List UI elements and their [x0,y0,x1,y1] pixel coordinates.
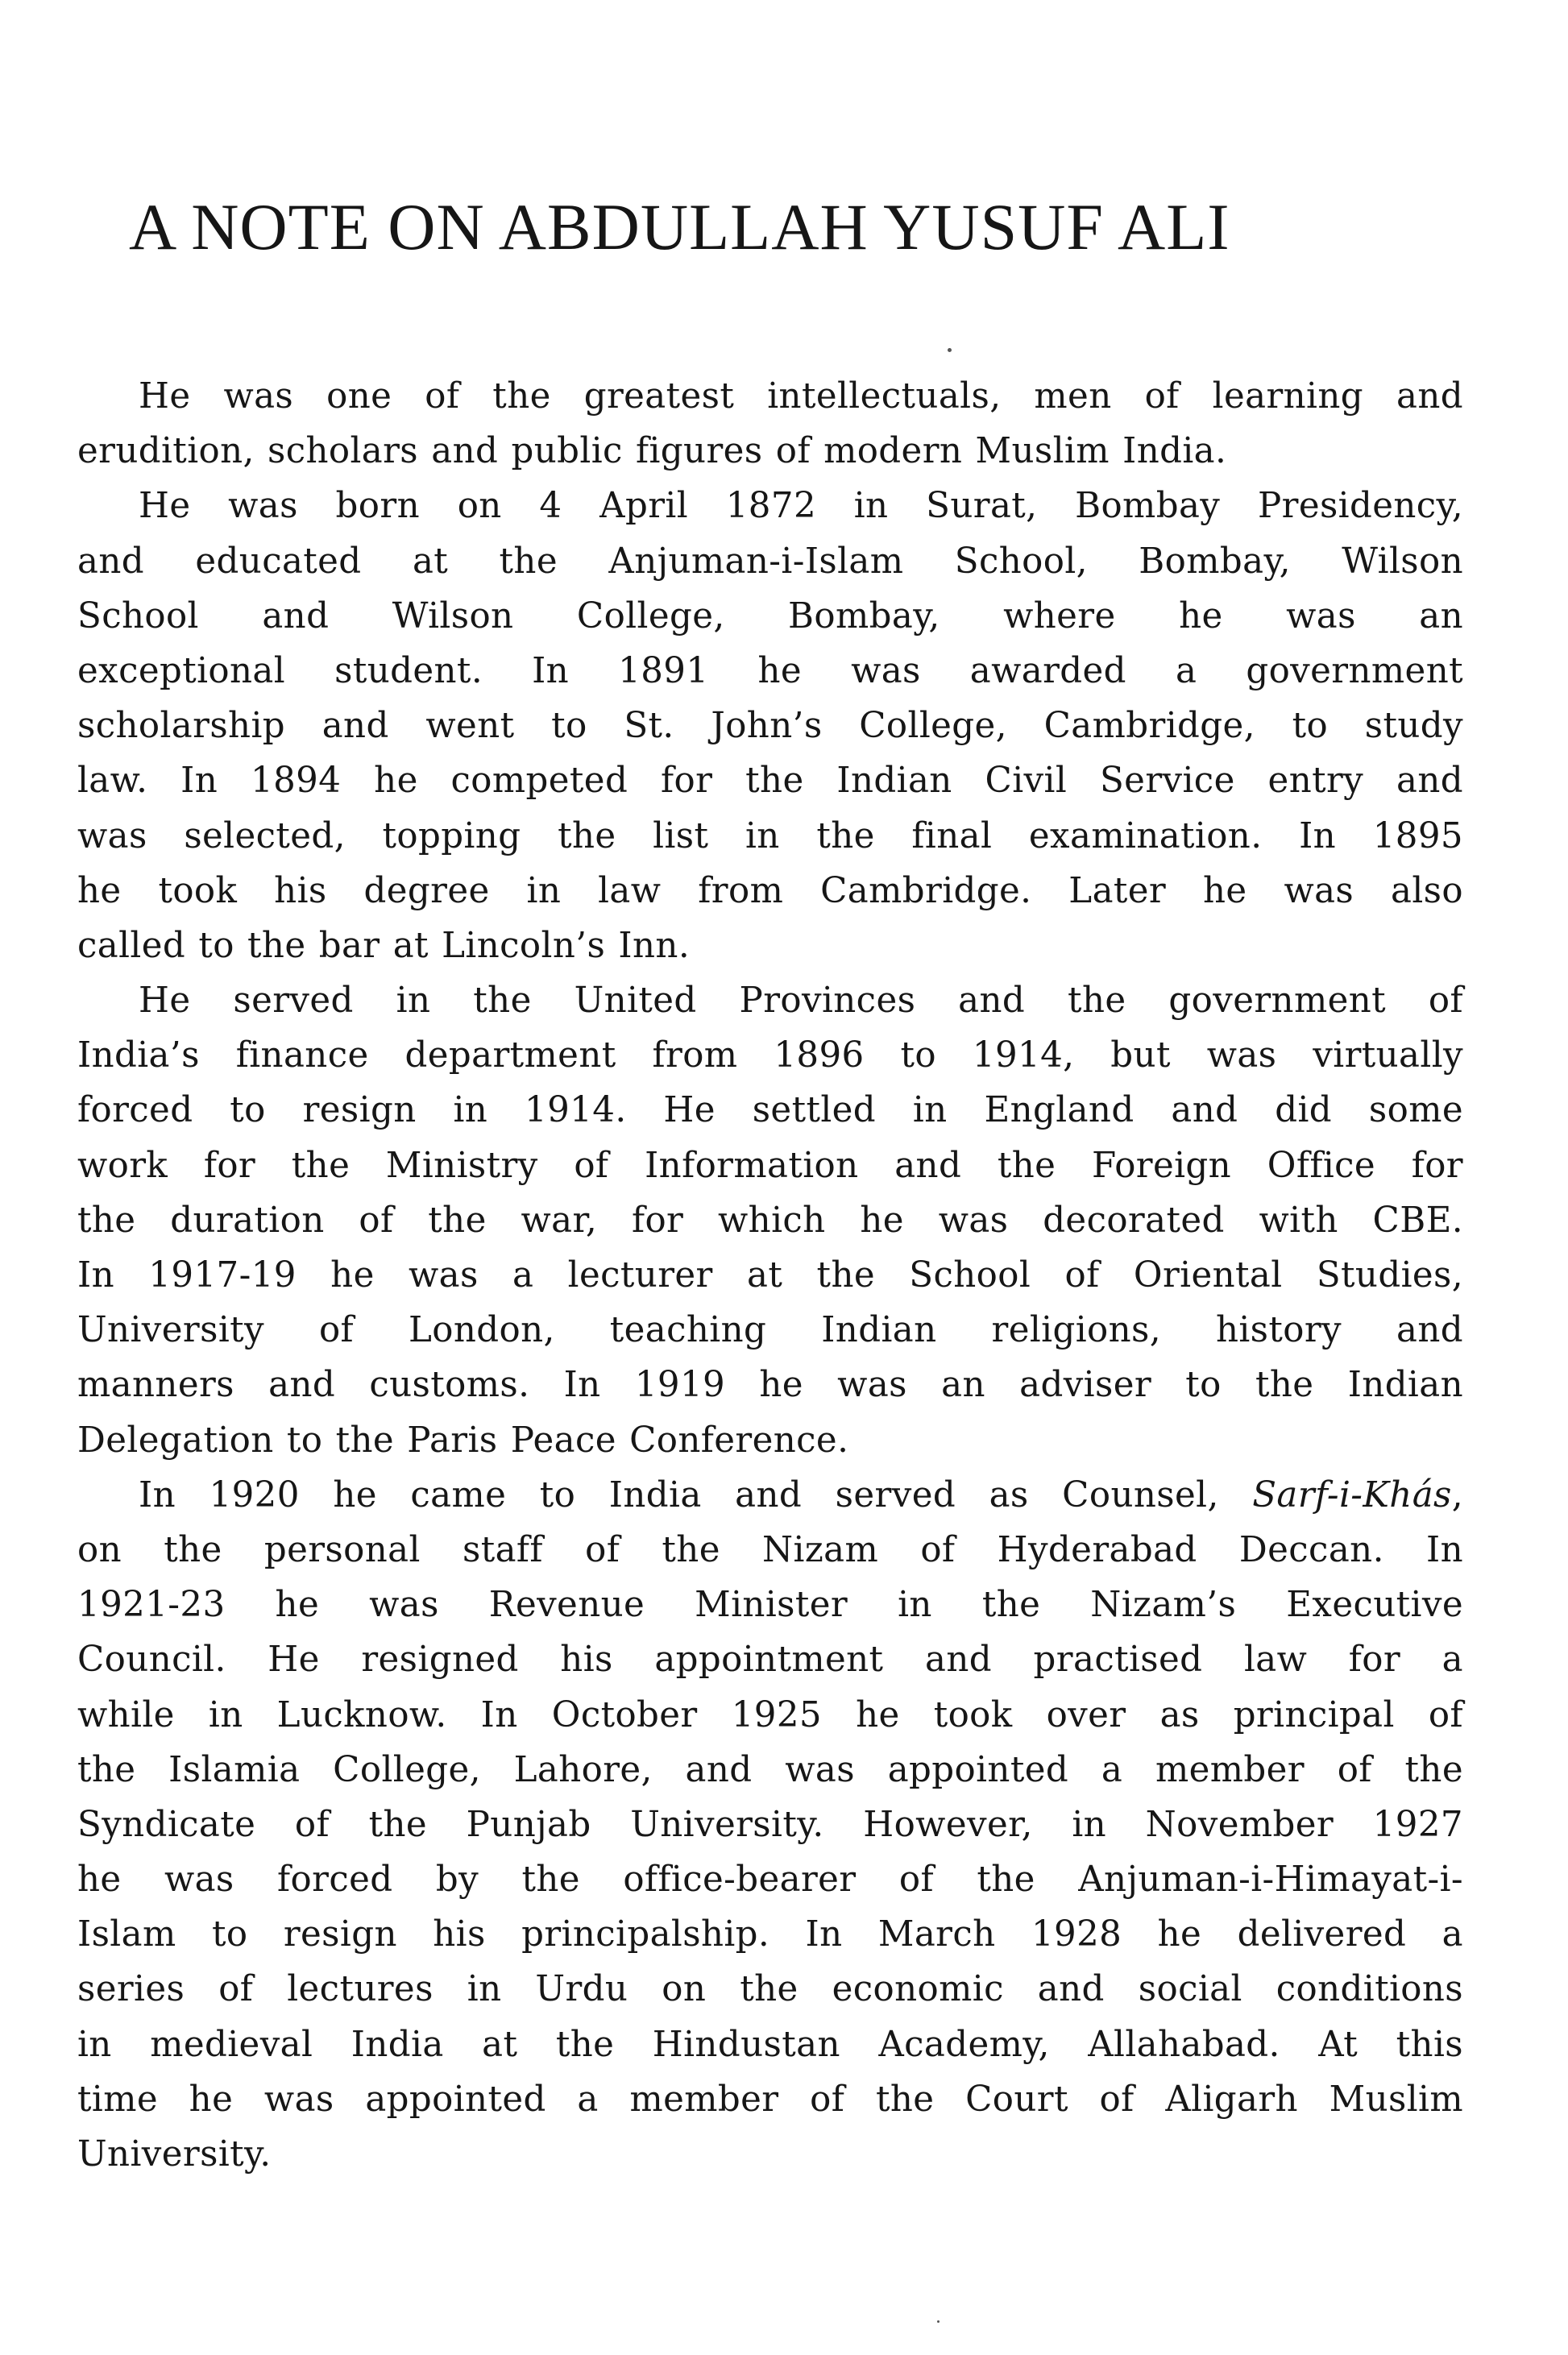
text-line [77,1468,1463,1523]
text-line: University of London, teaching Indian religions, history and [77,1310,1463,1351]
text-line: He was one of the greatest intellectuals, men of learning and [139,376,1463,417]
text-line: while in Lucknow. In October 1925 he took over as principal of [77,1694,1463,1735]
text-segment: , [1451,1474,1463,1515]
text-line: Delegation to the Paris Peace Conference. [77,1420,849,1461]
text-line: time he was appointed a member of the Court of Aligarh Muslim [77,2079,1463,2120]
text-line: He served in the United Provinces and the government of [139,981,1463,1022]
text-line: erudition, scholars and public figures of modern Muslim India. [77,431,1227,472]
text-line: Syndicate of the Punjab University. However, in November 1927 [77,1804,1463,1845]
text-line: exceptional student. In 1891 he was awarded a government [77,650,1463,691]
text-line: He was born on 4 April 1872 in Surat, Bombay Presidency, [139,486,1463,527]
text-line: School and Wilson College, Bombay, where he was an [77,595,1463,636]
text-line: law. In 1894 he competed for the Indian Civil Service entry and [77,761,1463,802]
text-line: manners and customs. In 1919 he was an adviser to the Indian [77,1365,1463,1406]
text-line: University. [77,2134,272,2175]
text-line: work for the Ministry of Information and the Foreign Office for [77,1145,1463,1186]
text-line: In 1917-19 he was a lecturer at the School of Oriental Studies, [77,1255,1463,1296]
text-line: the Islamia College, Lahore, and was appointed a member of the [77,1749,1463,1790]
text-line: scholarship and went to St. John’s College, Cambridge, to study [77,706,1463,747]
text-line: and educated at the Anjuman-i-Islam School, Bombay, Wilson [77,541,1463,582]
text-line: the duration of the war, for which he was decorated with CBE. [77,1200,1463,1241]
text-line: series of lectures in Urdu on the economic and social conditions [77,1969,1463,2010]
text-line: Islam to resign his principalship. In March 1928 he delivered a [77,1914,1463,1955]
text-line: 1921-23 he was Revenue Minister in the Nizam’s Executive [77,1585,1463,1626]
text-line: called to the bar at Lincoln’s Inn. [77,925,691,966]
text-line: in medieval India at the Hindustan Academy, Allahabad. At this [77,2024,1463,2065]
text-line: Council. He resigned his appointment and practised law for a [77,1640,1463,1681]
article-body [77,369,1463,2182]
text-line: forced to resign in 1914. He settled in England and did some [77,1090,1463,1131]
text-line: he took his degree in law from Cambridge. Later he was also [77,870,1463,911]
italic-term: Sarf-i-Khás [1252,1474,1452,1515]
text-line: was selected, topping the list in the final examination. In 1895 [77,815,1463,856]
scan-speck [937,2320,940,2323]
page-title: A NOTE ON ABDULLAH YUSUF ALI [129,190,1230,263]
text-line: on the personal staff of the Nizam of Hyderabad Deccan. In [77,1529,1463,1570]
text-line: he was forced by the office-bearer of the Anjuman-i-Himayat-i- [77,1860,1463,1901]
text-line: India’s finance department from 1896 to 1914, but was virtually [77,1035,1463,1076]
scan-speck [948,348,952,352]
text-segment: In 1920 he came to India and served as Counsel, [139,1474,1253,1515]
